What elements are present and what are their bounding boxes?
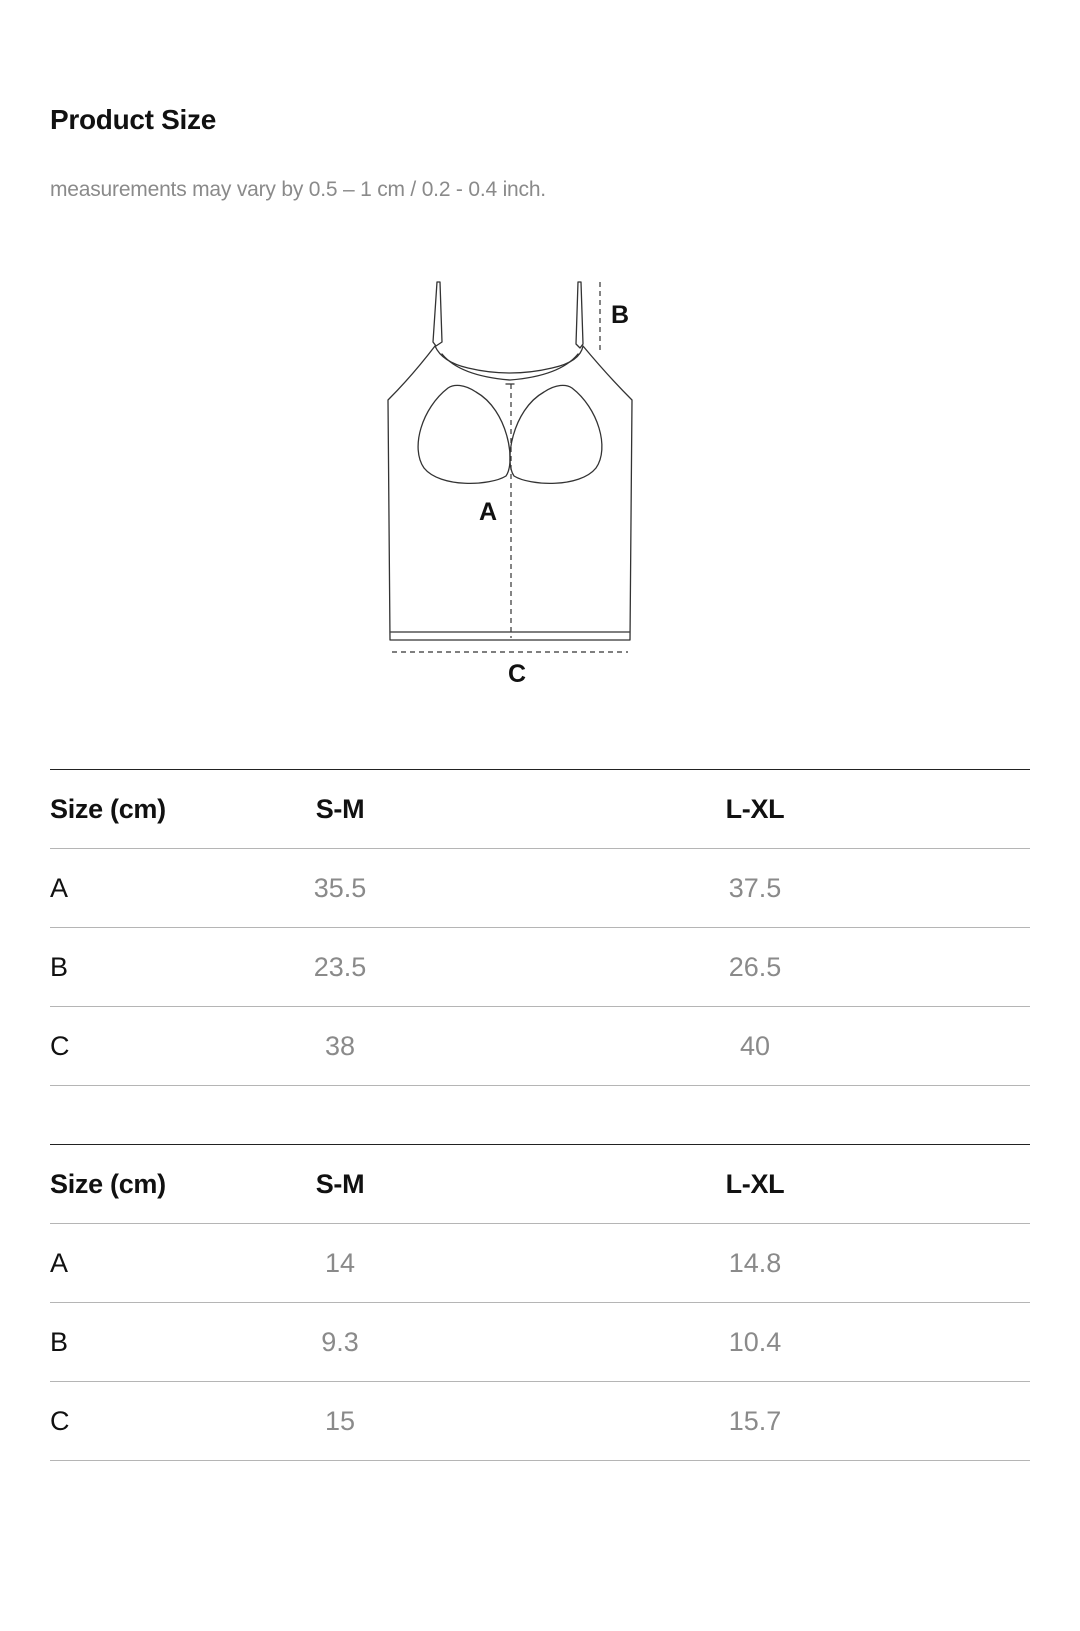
value-s-m: 38 [324, 1031, 356, 1061]
table-row [50, 1007, 1030, 1086]
measurement-note: measurements may vary by 0.5 – 1 cm / 0.2 - 0.4 inch. [50, 178, 546, 201]
size-table-1 [50, 769, 1030, 1086]
column-header-size: Size (cm) [50, 794, 166, 824]
table-row [50, 849, 1030, 928]
column-header-l-xl: L-XL [725, 794, 785, 824]
table-row [50, 1382, 1030, 1461]
value-l-xl: 37.5 [728, 873, 782, 903]
table-row [50, 1224, 1030, 1303]
camisole-diagram [380, 280, 680, 720]
table-row [50, 928, 1030, 1007]
value-s-m: 15 [324, 1406, 356, 1436]
value-l-xl: 10.4 [728, 1327, 782, 1357]
size-table-2 [50, 1144, 1030, 1461]
camisole-outline [380, 280, 680, 720]
row-label: B [50, 952, 69, 982]
column-header-s-m: S-M [315, 794, 365, 824]
row-label: C [50, 1406, 70, 1436]
value-l-xl: 14.8 [728, 1248, 782, 1278]
diagram-label-a: A [479, 498, 498, 526]
column-header-l-xl: L-XL [725, 1169, 785, 1199]
table-row [50, 1303, 1030, 1382]
column-header-s-m: S-M [315, 1169, 365, 1199]
value-l-xl: 40 [739, 1031, 771, 1061]
table-header-row [50, 1145, 1030, 1224]
diagram-label-b: B [611, 301, 630, 329]
row-label: B [50, 1327, 69, 1357]
column-header-size: Size (cm) [50, 1169, 166, 1199]
row-label: C [50, 1031, 70, 1061]
value-l-xl: 15.7 [728, 1406, 782, 1436]
value-l-xl: 26.5 [728, 952, 782, 982]
value-s-m: 23.5 [313, 952, 367, 982]
row-label: A [50, 1248, 69, 1278]
table-header-row [50, 770, 1030, 849]
value-s-m: 9.3 [321, 1327, 359, 1357]
row-label: A [50, 873, 69, 903]
diagram-label-c: C [508, 660, 527, 688]
value-s-m: 35.5 [313, 873, 367, 903]
value-s-m: 14 [324, 1248, 356, 1278]
page-title: Product Size [50, 104, 216, 135]
